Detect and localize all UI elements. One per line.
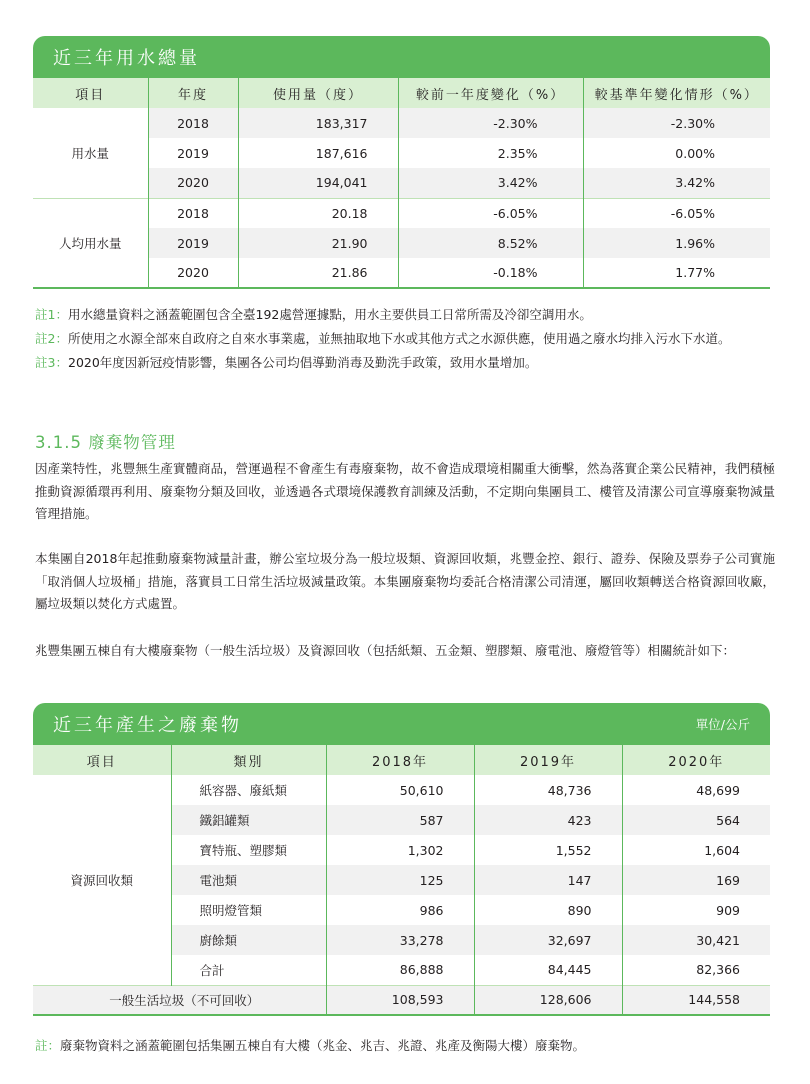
waste-table-header-row — [33, 745, 770, 775]
yoy-cell: 3.42% — [398, 168, 583, 198]
year-cell: 2019 — [148, 138, 238, 168]
year-cell: 2020 — [148, 258, 238, 288]
header-2020: 2020年 — [622, 745, 770, 775]
value-2019: 84,445 — [474, 955, 622, 985]
note-text: 廢棄物資料之涵蓋範圍包括集團五棟自有大樓（兆金、兆吉、兆證、兆產及衡陽大樓）廢棄物。 — [60, 1038, 586, 1053]
category-cell: 寶特瓶、塑膠類 — [171, 835, 326, 865]
header-item: 項目 — [33, 78, 148, 108]
category-cell: 電池類 — [171, 865, 326, 895]
category-cell: 廚餘類 — [171, 925, 326, 955]
usage-cell: 21.86 — [238, 258, 398, 288]
header-item: 項目 — [33, 745, 171, 775]
value-2018: 50,610 — [326, 775, 474, 805]
value-2018: 33,278 — [326, 925, 474, 955]
note-1 — [35, 305, 775, 324]
header-yoy-change: 較前一年度變化（%） — [398, 78, 583, 108]
value-2020: 82,366 — [622, 955, 770, 985]
note-label: 註1： — [35, 307, 68, 322]
value-2018: 108,593 — [326, 985, 474, 1015]
value-2018: 986 — [326, 895, 474, 925]
paragraph-2: 本集團自2018年起推動廢棄物減量計畫，辦公室垃圾分為一般垃圾類、資源回收類，兆豐金控、銀行、證券、保險及票券子公司實施「取消個人垃圾桶」措施，落實員工日常生活垃圾減量政策。本集團廢棄物均委託合格清潔公司清運，屬回收類轉送合格資源回收廠，屬垃圾類以焚化方式處置。 — [35, 551, 775, 611]
waste-notes — [35, 1036, 775, 1060]
usage-cell: 183,317 — [238, 108, 398, 138]
table-row — [33, 108, 770, 138]
value-2019: 890 — [474, 895, 622, 925]
value-2020: 564 — [622, 805, 770, 835]
note-label: 註3： — [35, 355, 68, 370]
value-2020: 144,558 — [622, 985, 770, 1015]
table-row-general — [33, 985, 770, 1015]
note-text: 用水總量資料之涵蓋範圍包含全臺192處營運據點，用水主要供員工日常所需及冷卻空調用水。 — [68, 307, 592, 322]
note-text: 所使用之水源全部來自政府之自來水事業處，並無抽取地下水或其他方式之水源供應，使用過之廢水均排入污水下水道。 — [68, 331, 731, 346]
year-cell: 2019 — [148, 228, 238, 258]
base-cell: -2.30% — [583, 108, 770, 138]
paragraph-3: 兆豐集團五棟自有大樓廢棄物（一般生活垃圾）及資源回收（包括紙類、五金類、塑膠類、廢電池、廢燈管等）相關統計如下： — [35, 643, 736, 658]
value-2019: 423 — [474, 805, 622, 835]
base-cell: 3.42% — [583, 168, 770, 198]
note-text: 2020年度因新冠疫情影響，集團各公司均倡導勤消毒及勤洗手政策，致用水量增加。 — [68, 355, 538, 370]
value-2020: 169 — [622, 865, 770, 895]
paragraph-1: 因產業特性，兆豐無生產實體商品，營運過程不會產生有毒廢棄物，故不會造成環境相關重大衝擊，然為落實企業公民精神，我們積極推動資源循環再利用、廢棄物分類及回收，並透過各式環境保護教育訓練及活動，不定期向集團員工、樓管及清潔公司宣導廢棄物減量管理措施。 — [35, 461, 775, 521]
header-2019: 2019年 — [474, 745, 622, 775]
waste-table — [33, 745, 770, 1016]
header-usage: 使用量（度） — [238, 78, 398, 108]
waste-note — [35, 1036, 775, 1055]
water-usage-title: 近三年用水總量 — [53, 48, 200, 69]
category-cell: 照明燈管類 — [171, 895, 326, 925]
usage-cell: 194,041 — [238, 168, 398, 198]
general-waste-label: 一般生活垃圾（不可回收） — [33, 985, 326, 1015]
base-cell: 0.00% — [583, 138, 770, 168]
category-cell: 鐵鋁罐類 — [171, 805, 326, 835]
value-2020: 48,699 — [622, 775, 770, 805]
waste-header — [33, 703, 770, 745]
waste-title: 近三年產生之廢棄物 — [53, 715, 242, 736]
waste-unit: 單位/公斤 — [695, 717, 750, 732]
note-label: 註： — [35, 1038, 61, 1053]
value-2019: 48,736 — [474, 775, 622, 805]
value-2019: 128,606 — [474, 985, 622, 1015]
water-usage-table — [33, 78, 770, 289]
value-2019: 1,552 — [474, 835, 622, 865]
value-2019: 147 — [474, 865, 622, 895]
note-label: 註2： — [35, 331, 68, 346]
group-label-recycling: 資源回收類 — [70, 872, 133, 888]
water-notes — [35, 305, 775, 377]
yoy-cell: -6.05% — [398, 198, 583, 228]
group-label-water: 用水量 — [71, 145, 109, 161]
value-2020: 30,421 — [622, 925, 770, 955]
value-2018: 125 — [326, 865, 474, 895]
yoy-cell: 8.52% — [398, 228, 583, 258]
section-title: 3.1.5 廢棄物管理 — [35, 433, 176, 452]
group-label-per-capita: 人均用水量 — [33, 198, 148, 288]
yoy-cell: -2.30% — [398, 108, 583, 138]
category-cell: 合計 — [171, 955, 326, 985]
base-cell: 1.77% — [583, 258, 770, 288]
header-base-change: 較基準年變化情形（%） — [583, 78, 770, 108]
value-2018: 587 — [326, 805, 474, 835]
value-2020: 909 — [622, 895, 770, 925]
header-category: 類別 — [171, 745, 326, 775]
note-2 — [35, 329, 775, 348]
usage-cell: 187,616 — [238, 138, 398, 168]
table-row — [33, 198, 770, 228]
year-cell: 2020 — [148, 168, 238, 198]
value-2020: 1,604 — [622, 835, 770, 865]
value-2018: 86,888 — [326, 955, 474, 985]
header-2018: 2018年 — [326, 745, 474, 775]
waste-panel — [33, 703, 770, 1016]
yoy-cell: -0.18% — [398, 258, 583, 288]
base-cell: 1.96% — [583, 228, 770, 258]
water-usage-panel — [33, 36, 770, 289]
header-year: 年度 — [148, 78, 238, 108]
year-cell: 2018 — [148, 108, 238, 138]
note-3 — [35, 353, 775, 372]
year-cell: 2018 — [148, 198, 238, 228]
yoy-cell: 2.35% — [398, 138, 583, 168]
water-table-header-row — [33, 78, 770, 108]
category-cell: 紙容器、廢紙類 — [171, 775, 326, 805]
value-2018: 1,302 — [326, 835, 474, 865]
usage-cell: 20.18 — [238, 198, 398, 228]
value-2019: 32,697 — [474, 925, 622, 955]
usage-cell: 21.90 — [238, 228, 398, 258]
water-usage-header — [33, 36, 770, 78]
base-cell: -6.05% — [583, 198, 770, 228]
table-row — [33, 775, 770, 805]
